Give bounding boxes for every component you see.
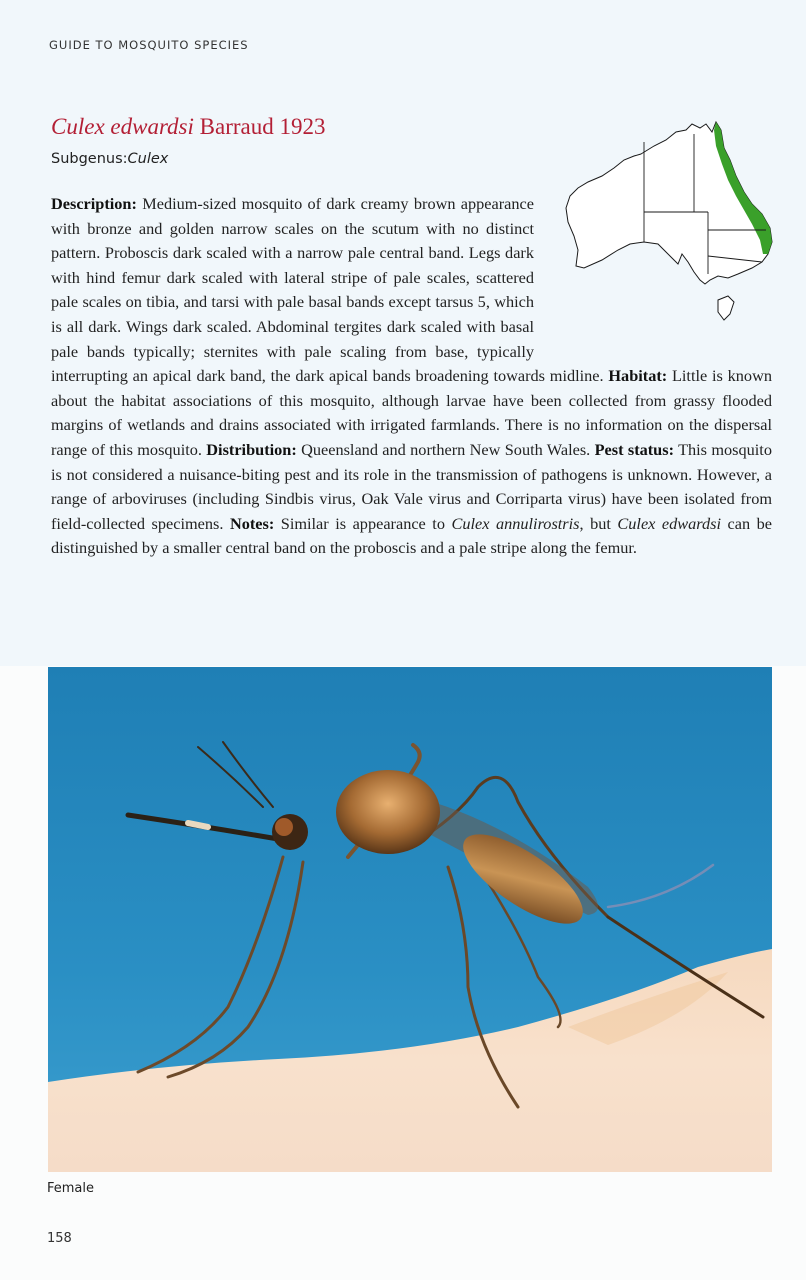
species-account <box>51 192 772 561</box>
notes-species-b: Culex edwardsi <box>617 513 722 533</box>
subgenus-label: Subgenus: <box>51 151 128 167</box>
species-title <box>51 114 325 140</box>
photo-caption: Female <box>47 1181 95 1196</box>
notes-text-3: can be distinguished by a smaller central band on the proboscis and a pale stripe along the femur. <box>51 513 773 558</box>
pest-status-label: Pest status: <box>594 439 674 459</box>
notes-label: Notes: <box>229 513 275 533</box>
description-text: Medium-sized mosquito of dark creamy brown appearance with bronze and golden narrow scales on the scutum with no distinct pattern. Proboscis dark scaled with a narrow pale central band. Legs dark with hind femur dark scaled with lateral stripe of pale scales, scattered pale scales on tibia, and tarsi with pale basal bands except tarsus 5, which is all dark. Wings dark scaled. Abdominal tergites dark scaled with basal pale bands typically; sternites with pale scaling from base, typically interrupting an apical dark band, the dark apical bands broadening towards midline. <box>51 194 604 386</box>
species-author-year: Barraud 1923 <box>199 114 326 139</box>
mosquito-photo <box>48 667 772 1172</box>
notes-text-1: Similar is appearance to <box>280 513 445 533</box>
pest-status-text: This mosquito is not considered a nuisance-biting pest and its role in the transmission of pathogens is unknown. However, a range of arboviruses (including Sindbis virus, Oak Vale virus and Corriparta virus) have been isolated from field-collected specimens. <box>51 439 772 533</box>
description-label: Description: <box>51 194 137 213</box>
distribution-label: Distribution: <box>206 439 297 459</box>
habitat-text: Little is known about the habitat associations of this mosquito, although larvae have been collected from grassy flooded margins of wetlands and drains associated with irrigated farmlands. There is no information on the dispersal range of this mosquito. <box>51 366 772 459</box>
habitat-label: Habitat: <box>608 366 668 386</box>
notes-species-a: Culex annulirostris <box>451 513 580 533</box>
notes-text-2: , but <box>579 513 611 533</box>
subgenus-line <box>51 151 168 167</box>
running-head: GUIDE TO MOSQUITO SPECIES <box>49 38 249 52</box>
distribution-text: Queensland and northern New South Wales. <box>301 439 591 459</box>
subgenus-name: Culex <box>127 151 169 167</box>
species-name: Culex edwardsi <box>51 114 194 139</box>
mosquito-thorax <box>336 770 440 854</box>
page-number: 158 <box>47 1231 72 1246</box>
